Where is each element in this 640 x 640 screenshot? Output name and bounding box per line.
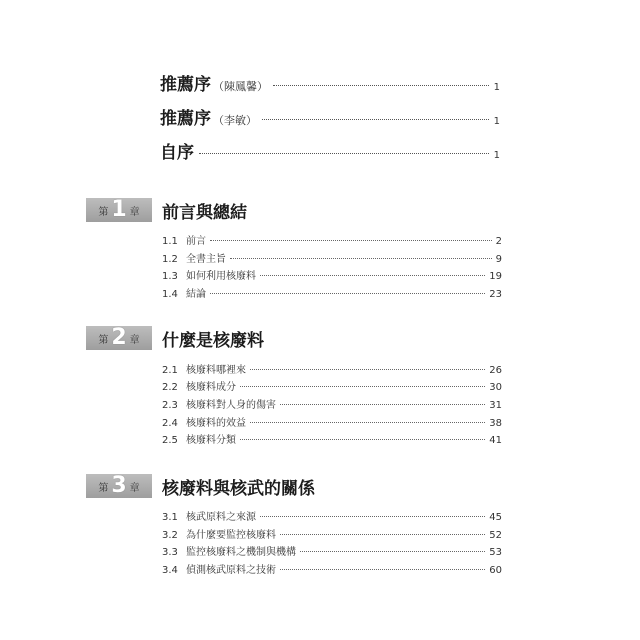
chapter-suffix: 章 [129, 482, 140, 494]
page-number: 53 [489, 547, 502, 558]
page-number: 26 [489, 365, 502, 376]
toc-section-3-4[interactable] [162, 561, 502, 576]
dot-leader [280, 404, 485, 405]
dot-leader [210, 293, 485, 294]
toc-section-3-2[interactable] [162, 526, 502, 541]
dot-leader [210, 240, 492, 241]
section-number: 2.5 [162, 435, 178, 446]
section-label: 結論 [186, 289, 206, 300]
chapter-2-header[interactable] [86, 326, 264, 350]
section-number: 2.4 [162, 418, 178, 429]
page-number: 31 [489, 400, 502, 411]
section-number: 3.3 [162, 547, 178, 558]
toc-entry-foreword-2[interactable] [160, 104, 500, 129]
chapter-suffix: 章 [129, 334, 140, 346]
section-label: 偵測核武原料之技術 [186, 565, 276, 576]
section-label: 核廢料對人身的傷害 [186, 400, 276, 411]
section-label: 如何利用核廢料 [186, 271, 256, 282]
toc-section-1-2[interactable] [162, 250, 502, 265]
page-number: 2 [495, 236, 502, 247]
section-number: 1.4 [162, 289, 178, 300]
chapter-number: 1 [111, 197, 127, 222]
toc-section-2-2[interactable] [162, 378, 502, 393]
page-number: 52 [489, 530, 502, 541]
dot-leader [280, 534, 485, 535]
section-label: 前言 [186, 236, 206, 247]
chapter-prefix: 第 [98, 482, 109, 494]
page-number: 19 [489, 271, 502, 282]
entry-subtitle: （李敏） [213, 114, 257, 127]
chapter-badge [86, 474, 152, 498]
section-number: 3.4 [162, 565, 178, 576]
page-number: 1 [493, 82, 500, 93]
toc-section-2-5[interactable] [162, 431, 502, 446]
dot-leader [300, 551, 485, 552]
dot-leader [262, 119, 489, 120]
section-label: 核廢料的效益 [186, 418, 246, 429]
page-number: 1 [493, 116, 500, 127]
page-number: 60 [489, 565, 502, 576]
section-number: 2.3 [162, 400, 178, 411]
toc-section-2-3[interactable] [162, 396, 502, 411]
section-number: 1.1 [162, 236, 178, 247]
section-label: 核廢料分類 [186, 435, 236, 446]
toc-section-1-4[interactable] [162, 285, 502, 300]
toc-section-1-1[interactable] [162, 232, 502, 247]
chapter-prefix: 第 [98, 334, 109, 346]
chapter-1-header[interactable] [86, 198, 247, 222]
section-label: 核武原料之來源 [186, 512, 256, 523]
toc-entry-foreword-1[interactable] [160, 70, 500, 95]
chapter-prefix: 第 [98, 206, 109, 218]
dot-leader [250, 422, 485, 423]
section-number: 3.1 [162, 512, 178, 523]
dot-leader [250, 369, 485, 370]
dot-leader [273, 85, 489, 86]
section-number: 1.3 [162, 271, 178, 282]
dot-leader [240, 439, 485, 440]
dot-leader [240, 386, 485, 387]
chapter-title: 前言與總結 [162, 202, 247, 223]
page-number: 38 [489, 418, 502, 429]
dot-leader [260, 516, 485, 517]
chapter-3-header[interactable] [86, 474, 315, 498]
entry-title: 推薦序 [160, 75, 211, 95]
page-number: 23 [489, 289, 502, 300]
toc-section-2-4[interactable] [162, 414, 502, 429]
toc-entry-preface[interactable] [160, 138, 500, 163]
section-label: 為什麼要監控核廢料 [186, 530, 276, 541]
chapter-badge [86, 326, 152, 350]
toc-section-3-3[interactable] [162, 543, 502, 558]
dot-leader [280, 569, 485, 570]
chapter-badge [86, 198, 152, 222]
section-label: 核廢料哪裡來 [186, 365, 246, 376]
section-number: 2.2 [162, 382, 178, 393]
section-label: 核廢料成分 [186, 382, 236, 393]
chapter-suffix: 章 [129, 206, 140, 218]
toc-section-1-3[interactable] [162, 267, 502, 282]
dot-leader [199, 153, 489, 154]
page-number: 9 [495, 254, 502, 265]
chapter-title: 什麼是核廢料 [162, 330, 264, 351]
dot-leader [260, 275, 485, 276]
section-label: 監控核廢料之機制與機構 [186, 547, 296, 558]
page-number: 1 [493, 150, 500, 161]
chapter-title: 核廢料與核武的關係 [162, 478, 315, 499]
page-number: 41 [489, 435, 502, 446]
entry-title: 推薦序 [160, 109, 211, 129]
dot-leader [230, 258, 492, 259]
section-number: 1.2 [162, 254, 178, 265]
chapter-number: 3 [111, 473, 127, 498]
page-number: 45 [489, 512, 502, 523]
section-number: 2.1 [162, 365, 178, 376]
section-number: 3.2 [162, 530, 178, 541]
entry-title: 自序 [160, 143, 194, 163]
entry-subtitle: （陳鳳馨） [213, 80, 268, 93]
toc-section-3-1[interactable] [162, 508, 502, 523]
toc-section-2-1[interactable] [162, 361, 502, 376]
chapter-number: 2 [111, 325, 127, 350]
page-number: 30 [489, 382, 502, 393]
section-label: 全書主旨 [186, 254, 226, 265]
